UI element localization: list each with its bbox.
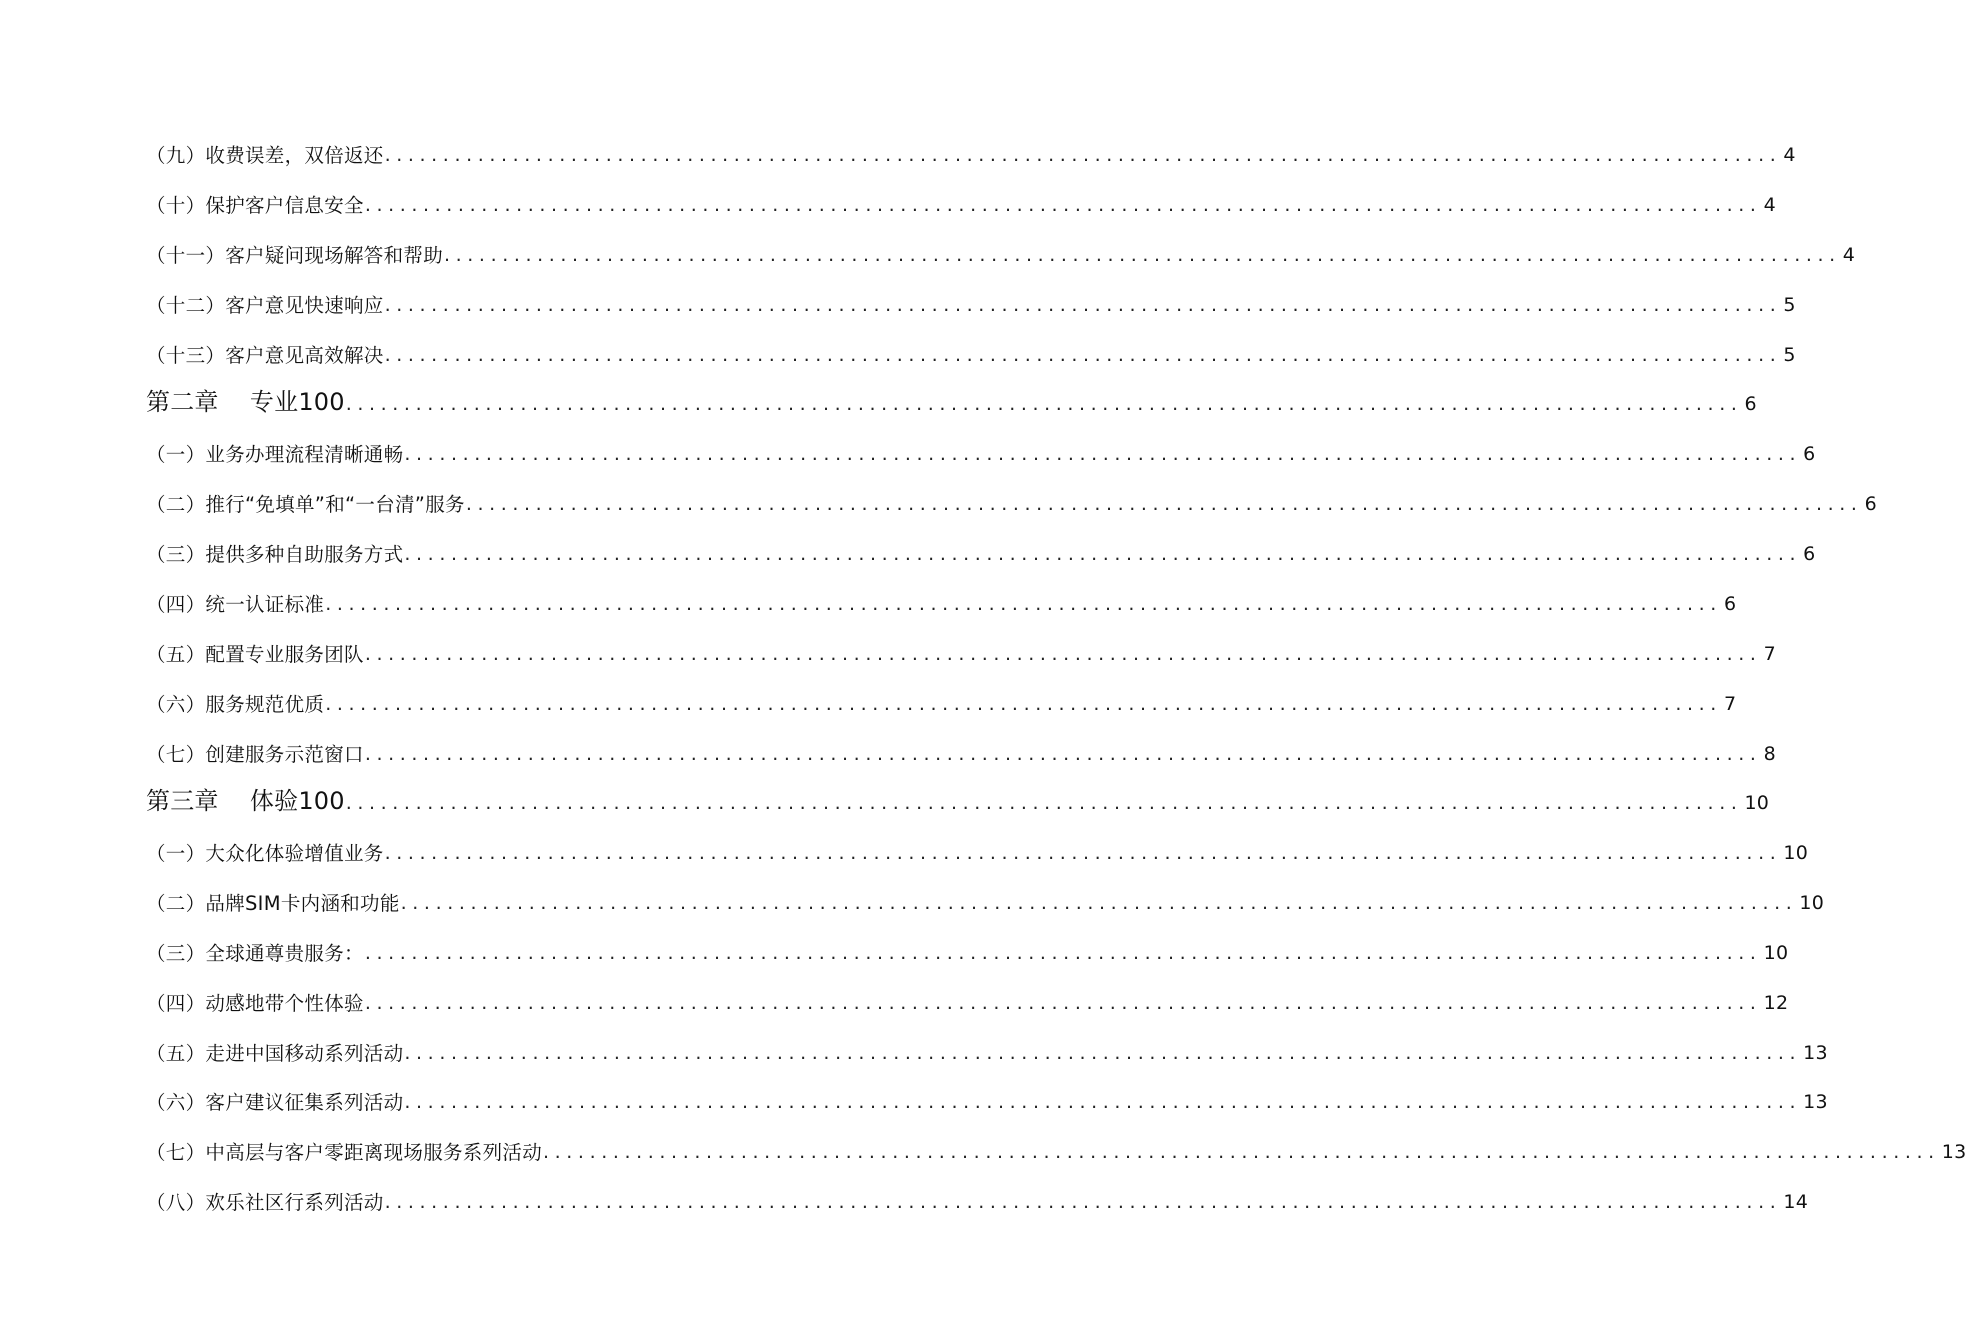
- toc-section-entry[interactable]: [146, 181, 1776, 217]
- toc-entry-title: （四）动感地带个性体验: [146, 991, 364, 1015]
- toc-section-entry[interactable]: [146, 530, 1816, 566]
- toc-entry-title: 第三章 体验100: [146, 787, 345, 815]
- toc-entry-title: （十）保护客户信息安全: [146, 193, 364, 217]
- toc-chapter-entry[interactable]: [146, 779, 1770, 815]
- toc-dot-leader: ........................................................................................................................: [364, 194, 1762, 216]
- toc-dot-leader: ........................................................................................................................: [364, 743, 1762, 765]
- toc-section-entry[interactable]: [146, 331, 1796, 367]
- toc-page-number: 13: [1803, 1091, 1828, 1113]
- toc-page-number: 4: [1783, 144, 1796, 166]
- toc-dot-leader: ........................................................................................................................: [400, 892, 1798, 914]
- toc-page-number: 10: [1744, 792, 1770, 814]
- toc-entry-title: （二）品牌SIM卡内涵和功能: [146, 891, 400, 915]
- toc-page-number: 7: [1763, 643, 1776, 665]
- toc-page-number: 6: [1744, 393, 1757, 415]
- toc-entry-title: （六）服务规范优质: [146, 692, 325, 716]
- toc-entry-title: 第二章 专业100: [146, 388, 345, 416]
- toc-page-number: 10: [1799, 892, 1825, 914]
- toc-page-number: 13: [1941, 1141, 1967, 1163]
- toc-dot-leader: ........................................................................................................................: [444, 244, 1841, 266]
- toc-page-number: 5: [1783, 344, 1796, 366]
- toc-page-number: 6: [1723, 593, 1737, 615]
- toc-section-entry[interactable]: [146, 680, 1737, 716]
- toc-section-entry[interactable]: [146, 1128, 1967, 1164]
- toc-section-entry[interactable]: [146, 1078, 1828, 1114]
- toc-dot-leader: ........................................................................................................................: [364, 643, 1762, 665]
- toc-page-number: 7: [1723, 693, 1737, 715]
- toc-dot-leader: ........................................................................................................................: [364, 942, 1762, 964]
- toc-dot-leader: ........................................................................................................................: [384, 294, 1782, 316]
- toc-dot-leader: ........................................................................................................................: [384, 1191, 1782, 1213]
- toc-entry-title: （一）大众化体验增值业务: [146, 841, 384, 865]
- toc-dot-leader: ........................................................................................................................: [543, 1141, 1940, 1163]
- toc-page-number: 6: [1803, 543, 1816, 565]
- toc-section-entry[interactable]: [146, 1178, 1809, 1214]
- toc-page-number: 10: [1763, 942, 1789, 964]
- toc-entry-title: （三）提供多种自助服务方式: [146, 542, 404, 566]
- toc-page-number: 5: [1783, 294, 1796, 316]
- toc-entry-title: （九）收费误差，双倍返还: [146, 143, 384, 167]
- toc-section-entry[interactable]: [146, 730, 1776, 766]
- toc-page-number: 12: [1763, 992, 1789, 1014]
- toc-dot-leader: ........................................................................................................................: [384, 144, 1782, 166]
- toc-dot-leader: ........................................................................................................................: [345, 792, 1743, 814]
- toc-entry-title: （七）中高层与客户零距离现场服务系列活动: [146, 1140, 543, 1164]
- toc-entry-title: （四）统一认证标准: [146, 592, 325, 616]
- toc-entry-title: （八）欢乐社区行系列活动: [146, 1190, 384, 1214]
- toc-dot-leader: ........................................................................................................................: [345, 393, 1743, 415]
- toc-dot-leader: ........................................................................................................................: [384, 344, 1782, 366]
- toc-page-number: 13: [1803, 1042, 1828, 1064]
- toc-dot-leader: ........................................................................................................................: [325, 593, 1722, 615]
- toc-section-entry[interactable]: [146, 131, 1796, 167]
- toc-section-entry[interactable]: [146, 979, 1789, 1015]
- toc-dot-leader: ........................................................................................................................: [404, 1091, 1802, 1113]
- toc-page-number: 14: [1783, 1191, 1809, 1213]
- toc-entry-title: （五）走进中国移动系列活动: [146, 1041, 404, 1065]
- toc-section-entry[interactable]: [146, 630, 1776, 666]
- toc-section-entry[interactable]: [146, 829, 1809, 865]
- toc-entry-title: （二）推行“免填单”和“一台清”服务: [146, 492, 465, 516]
- toc-section-entry[interactable]: [146, 929, 1789, 965]
- toc-section-entry[interactable]: [146, 879, 1825, 915]
- toc-entry-title: （十二）客户意见快速响应: [146, 293, 384, 317]
- toc-entry-title: （三）全球通尊贵服务：: [146, 941, 364, 965]
- toc-page-number: 10: [1783, 842, 1809, 864]
- toc-dot-leader: ........................................................................................................................: [325, 693, 1722, 715]
- toc-section-entry[interactable]: [146, 281, 1796, 317]
- toc-section-entry[interactable]: [146, 580, 1737, 616]
- toc-chapter-entry[interactable]: [146, 380, 1757, 416]
- toc-entry-title: （五）配置专业服务团队: [146, 642, 364, 666]
- toc-page-number: 4: [1842, 244, 1856, 266]
- toc-entry-title: （七）创建服务示范窗口: [146, 742, 364, 766]
- toc-entry-title: （六）客户建议征集系列活动: [146, 1090, 404, 1114]
- toc-section-entry[interactable]: [146, 430, 1816, 466]
- toc-entry-title: （一）业务办理流程清晰通畅: [146, 442, 404, 466]
- toc-dot-leader: ........................................................................................................................: [364, 992, 1762, 1014]
- toc-entry-title: （十三）客户意见高效解决: [146, 343, 384, 367]
- toc-page-number: 6: [1803, 443, 1816, 465]
- toc-dot-leader: ........................................................................................................................: [465, 493, 1863, 515]
- toc-dot-leader: ........................................................................................................................: [404, 543, 1802, 565]
- toc-page-number: 6: [1864, 493, 1877, 515]
- toc-dot-leader: ........................................................................................................................: [404, 443, 1802, 465]
- toc-section-entry[interactable]: [146, 480, 1877, 516]
- toc-section-entry[interactable]: [146, 231, 1856, 267]
- toc-page-number: 4: [1763, 194, 1776, 216]
- toc-dot-leader: ........................................................................................................................: [404, 1042, 1802, 1064]
- toc-page-number: 8: [1763, 743, 1776, 765]
- toc-entry-title: （十一）客户疑问现场解答和帮助: [146, 243, 444, 267]
- toc-section-entry[interactable]: [146, 1029, 1828, 1065]
- toc-dot-leader: ........................................................................................................................: [384, 842, 1782, 864]
